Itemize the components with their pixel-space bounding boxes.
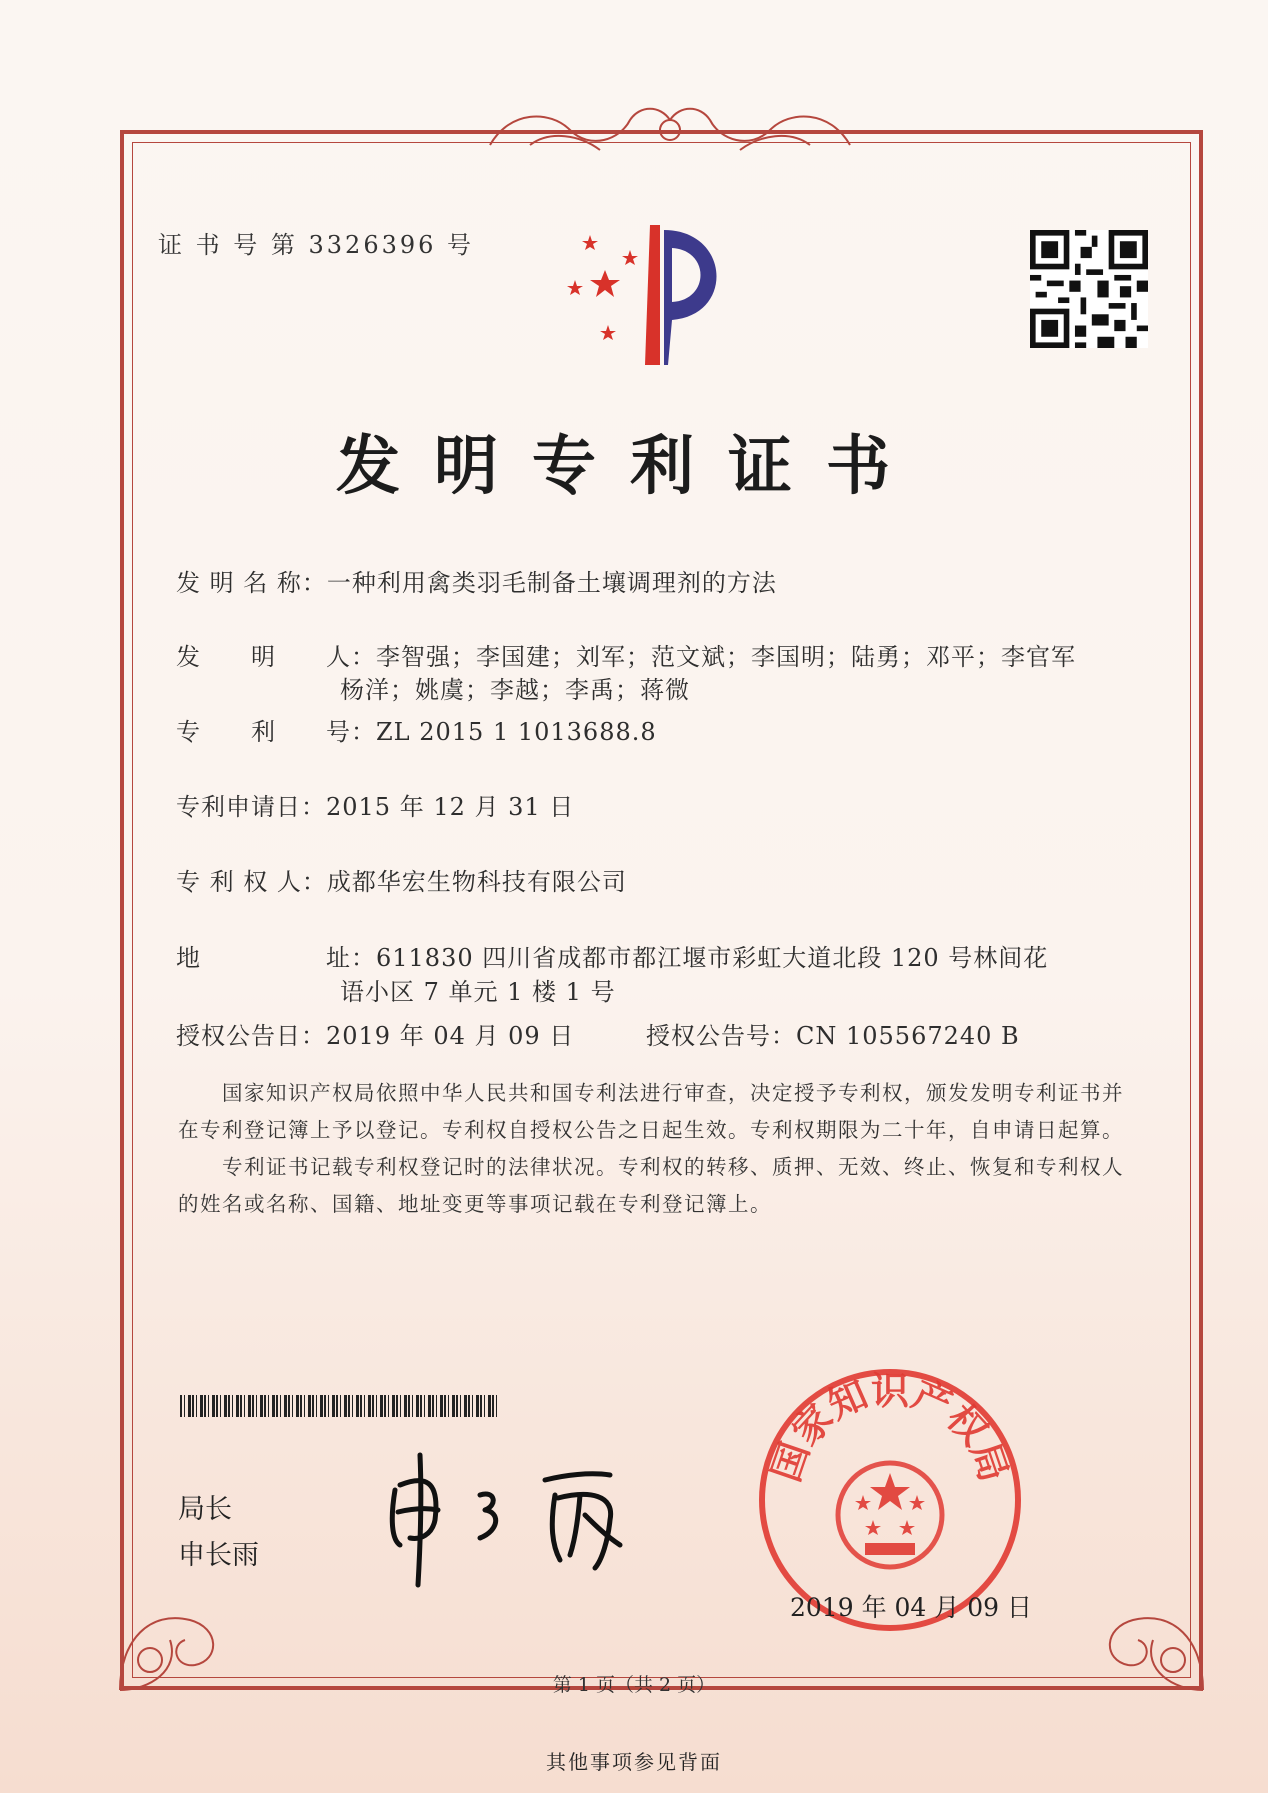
certificate-number: 证 书 号 第 3326396 号: [158, 231, 475, 259]
page-indicator: 第 1 页（共 2 页）: [552, 1674, 716, 1696]
grant-number-value: CN 105567240 B: [796, 1022, 1020, 1050]
inventors-value-line1: 李智强；李国建；刘军；范文斌；李国明；陆勇；邓平；李官军: [376, 643, 1076, 671]
qr-code-icon: [1030, 230, 1148, 348]
application-date-value: 2015 年 12 月 31 日: [326, 793, 575, 821]
inventors-value-line2: 杨洋；姚虞；李越；李禹；蒋微: [340, 676, 690, 704]
inventors-label: 发 明 人：: [176, 643, 376, 671]
top-ornament-icon: [470, 100, 870, 160]
footer-note: 其他事项参见背面: [546, 1750, 722, 1774]
inner-border: [132, 142, 1191, 1678]
invention-name-row: [176, 563, 777, 598]
grant-date-value: 2019 年 04 月 09 日: [326, 1022, 575, 1050]
invention-name-value: 一种利用禽类羽毛制备土壤调理剂的方法: [326, 569, 777, 597]
address-value-line2: 语小区 7 单元 1 楼 1 号: [340, 978, 616, 1006]
seal-text: 国家知识产权局: [763, 1368, 1017, 1488]
application-date-row: [176, 787, 574, 822]
address-label: 地 址：: [176, 944, 376, 972]
inventors-row: [176, 637, 1076, 672]
patent-number-label: 专 利 号：: [176, 718, 376, 746]
patentee-value: 成都华宏生物科技有限公司: [326, 868, 627, 896]
barcode-icon: [180, 1395, 497, 1417]
grant-number-label: 授权公告号：: [646, 1022, 796, 1050]
director-name: 申长雨: [178, 1540, 259, 1571]
address-value-line1: 611830 四川省成都市都江堰市彩虹大道北段 120 号林间花: [376, 944, 1049, 972]
grant-date-label: 授权公告日：: [176, 1022, 326, 1050]
patent-office-logo-icon: [560, 220, 760, 370]
director-signature-icon: [380, 1450, 660, 1590]
patentee-row: [176, 862, 627, 897]
legal-text: [178, 1075, 1128, 1223]
legal-paragraph-1: 国家知识产权局依照中华人民共和国专利法进行审查，决定授予专利权，颁发发明专利证书并在专利登记簿上予以登记。专利权自授权公告之日起生效。专利权期限为二十年，自申请日起算。: [178, 1081, 1124, 1142]
address-row: [176, 938, 1048, 973]
patentee-label: 专 利 权 人：: [176, 868, 327, 896]
patent-number-row: [176, 712, 657, 747]
grant-date-row: [176, 1016, 574, 1051]
svg-text:国家知识产权局: [764, 1369, 1017, 1487]
patent-number-value: ZL 2015 1 1013688.8: [376, 718, 657, 746]
seal-date: 2019 年 04 月 09 日: [790, 1593, 1032, 1622]
invention-name-label: 发 明 名 称：: [176, 569, 327, 597]
application-date-label: 专利申请日：: [176, 793, 326, 821]
grant-number-row: [646, 1016, 1020, 1051]
certificate-title: 发明专利证书: [336, 429, 924, 504]
director-title: 局长: [178, 1494, 232, 1525]
legal-paragraph-2: 专利证书记载专利权登记时的法律状况。专利权的转移、质押、无效、终止、恢复和专利权人的姓名或名称、国籍、地址变更等事项记载在专利登记簿上。: [178, 1155, 1124, 1216]
